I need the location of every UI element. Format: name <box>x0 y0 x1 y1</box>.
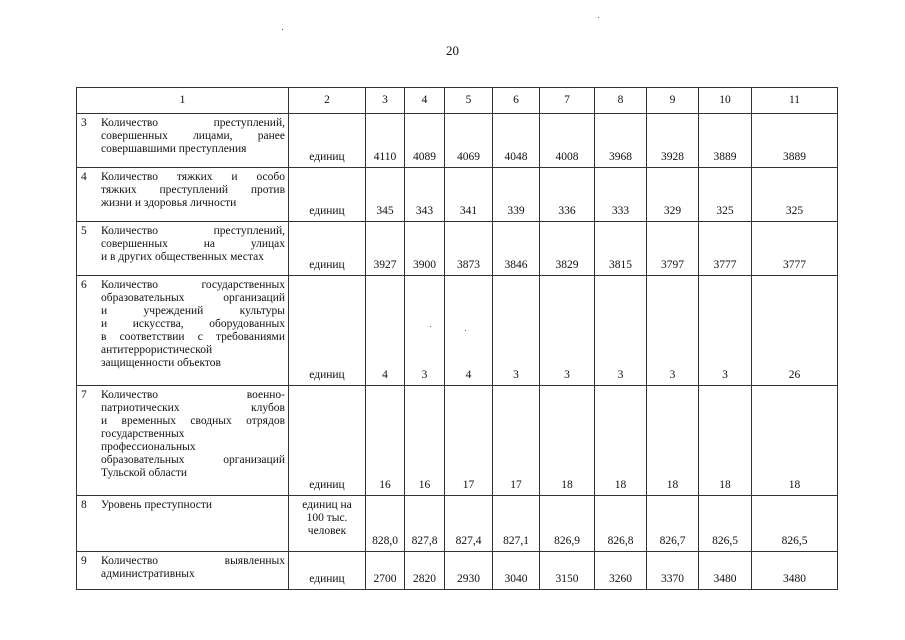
unit-line: единиц на <box>302 499 352 511</box>
value-cell: 3480 <box>752 552 838 590</box>
indicator-line: и искусства, оборудованных <box>101 318 285 330</box>
scan-speck <box>282 29 283 30</box>
column-header: 2 <box>289 88 366 114</box>
value-cell: 4008 <box>540 114 595 168</box>
value-cell: 3 <box>405 276 445 386</box>
value-cell: 329 <box>647 168 699 222</box>
value-cell: 16 <box>366 386 405 496</box>
value-cell: 17 <box>445 386 493 496</box>
indicator-cell <box>77 222 289 276</box>
value-cell: 3889 <box>752 114 838 168</box>
value-cell: 826,7 <box>647 496 699 552</box>
value-cell: 333 <box>595 168 647 222</box>
indicator-name <box>101 499 285 512</box>
value-cell: 17 <box>493 386 540 496</box>
indicator-name <box>101 171 285 210</box>
value-cell: 341 <box>445 168 493 222</box>
value-cell: 3 <box>595 276 647 386</box>
indicator-name <box>101 117 285 156</box>
column-header: 10 <box>699 88 752 114</box>
value-cell: 3260 <box>595 552 647 590</box>
indicator-cell <box>77 552 289 590</box>
column-header: 6 <box>493 88 540 114</box>
indicator-line: Количество выявленных <box>101 555 285 567</box>
indicator-line: Количество государственных <box>101 279 285 291</box>
indicator-line: антитеррористической <box>101 344 213 356</box>
value-cell: 3777 <box>752 222 838 276</box>
indicator-line: Количество тяжких и особо <box>101 171 285 183</box>
value-cell: 827,4 <box>445 496 493 552</box>
value-cell: 325 <box>752 168 838 222</box>
indicator-name <box>101 225 285 264</box>
value-cell: 16 <box>405 386 445 496</box>
value-cell: 3150 <box>540 552 595 590</box>
value-cell: 339 <box>493 168 540 222</box>
value-cell: 2700 <box>366 552 405 590</box>
unit-cell: единиц <box>289 114 366 168</box>
value-cell: 3889 <box>699 114 752 168</box>
value-cell: 3040 <box>493 552 540 590</box>
table-row <box>77 496 838 552</box>
row-number: 6 <box>81 279 87 291</box>
value-cell: 2930 <box>445 552 493 590</box>
column-header: 9 <box>647 88 699 114</box>
indicator-line: совершавшими преступления <box>101 143 247 155</box>
indicator-line: Уровень преступности <box>101 499 213 511</box>
value-cell: 826,9 <box>540 496 595 552</box>
scan-speck <box>598 17 599 18</box>
indicator-cell <box>77 114 289 168</box>
indicator-line: жизни и здоровья личности <box>101 197 237 209</box>
indicator-line: административных <box>101 568 195 580</box>
indicator-line: тяжких преступлений против <box>101 184 285 196</box>
indicator-line: совершенных лицами, ранее <box>101 130 285 142</box>
column-header: 4 <box>405 88 445 114</box>
indicator-cell <box>77 386 289 496</box>
row-number: 8 <box>81 499 87 511</box>
value-cell: 4069 <box>445 114 493 168</box>
indicator-line: государственных <box>101 428 185 440</box>
unit-line: 100 тыс. <box>306 512 348 524</box>
column-header: 5 <box>445 88 493 114</box>
value-cell: 343 <box>405 168 445 222</box>
value-cell: 826,8 <box>595 496 647 552</box>
value-cell: 336 <box>540 168 595 222</box>
indicator-line: совершенных на улицах <box>101 238 285 250</box>
table-row <box>77 552 838 590</box>
unit-cell: единиц <box>289 168 366 222</box>
indicator-line: и учреждений культуры <box>101 305 285 317</box>
unit-line: человек <box>307 525 347 537</box>
indicator-name <box>101 389 285 480</box>
column-header: 8 <box>595 88 647 114</box>
value-cell: 826,5 <box>699 496 752 552</box>
column-header: 3 <box>366 88 405 114</box>
value-cell: 4048 <box>493 114 540 168</box>
value-cell: 828,0 <box>366 496 405 552</box>
indicators-table <box>76 87 838 590</box>
indicator-cell <box>77 276 289 386</box>
table-row <box>77 386 838 496</box>
value-cell: 2820 <box>405 552 445 590</box>
value-cell: 3 <box>699 276 752 386</box>
indicator-line: образовательных организаций <box>101 454 285 466</box>
value-cell: 3370 <box>647 552 699 590</box>
value-cell: 3829 <box>540 222 595 276</box>
row-number: 7 <box>81 389 87 401</box>
value-cell: 18 <box>595 386 647 496</box>
value-cell: 3846 <box>493 222 540 276</box>
indicator-line: и в других общественных местах <box>101 251 264 263</box>
value-cell: 325 <box>699 168 752 222</box>
value-cell: 3777 <box>699 222 752 276</box>
indicator-line: Количество военно- <box>101 389 285 401</box>
indicator-line: защищенности объектов <box>101 357 221 369</box>
unit-cell: единиц <box>289 276 366 386</box>
value-cell: 3797 <box>647 222 699 276</box>
indicator-line: Тульской области <box>101 467 188 479</box>
value-cell: 3815 <box>595 222 647 276</box>
row-number: 9 <box>81 555 87 567</box>
value-cell: 26 <box>752 276 838 386</box>
table-row <box>77 276 838 386</box>
row-number: 5 <box>81 225 87 237</box>
value-cell: 3 <box>647 276 699 386</box>
value-cell: 18 <box>540 386 595 496</box>
table-header-row <box>77 88 838 114</box>
unit-cell: единиц <box>289 386 366 496</box>
value-cell: 3480 <box>699 552 752 590</box>
indicator-cell <box>77 168 289 222</box>
value-cell: 3928 <box>647 114 699 168</box>
value-cell: 826,5 <box>752 496 838 552</box>
value-cell: 3968 <box>595 114 647 168</box>
value-cell: 827,1 <box>493 496 540 552</box>
value-cell: 345 <box>366 168 405 222</box>
indicator-line: Количество преступлений, <box>101 225 285 237</box>
indicator-line: Количество преступлений, <box>101 117 285 129</box>
indicator-line: патриотических клубов <box>101 402 285 414</box>
value-cell: 4 <box>366 276 405 386</box>
value-cell: 18 <box>752 386 838 496</box>
table-row <box>77 114 838 168</box>
value-cell: 4110 <box>366 114 405 168</box>
indicator-line: в соответствии с требованиями <box>101 331 285 343</box>
column-header: 11 <box>752 88 838 114</box>
unit-cell <box>289 496 366 552</box>
indicator-line: и временных сводных отрядов <box>101 415 285 427</box>
value-cell: 18 <box>699 386 752 496</box>
row-number: 4 <box>81 171 87 183</box>
value-cell: 3 <box>540 276 595 386</box>
indicator-name <box>101 279 285 370</box>
column-header: 7 <box>540 88 595 114</box>
value-cell: 827,8 <box>405 496 445 552</box>
indicator-name <box>101 555 285 581</box>
value-cell: 3 <box>493 276 540 386</box>
table-row <box>77 222 838 276</box>
value-cell: 3873 <box>445 222 493 276</box>
value-cell: 4 <box>445 276 493 386</box>
page-number: 20 <box>446 43 459 58</box>
value-cell: 4089 <box>405 114 445 168</box>
table-row <box>77 168 838 222</box>
value-cell: 18 <box>647 386 699 496</box>
column-header: 1 <box>77 88 289 114</box>
indicator-line: профессиональных <box>101 441 196 453</box>
indicator-cell <box>77 496 289 552</box>
value-cell: 3927 <box>366 222 405 276</box>
unit-cell: единиц <box>289 552 366 590</box>
indicator-line: образовательных организаций <box>101 292 285 304</box>
unit-cell: единиц <box>289 222 366 276</box>
value-cell: 3900 <box>405 222 445 276</box>
row-number: 3 <box>81 117 87 129</box>
